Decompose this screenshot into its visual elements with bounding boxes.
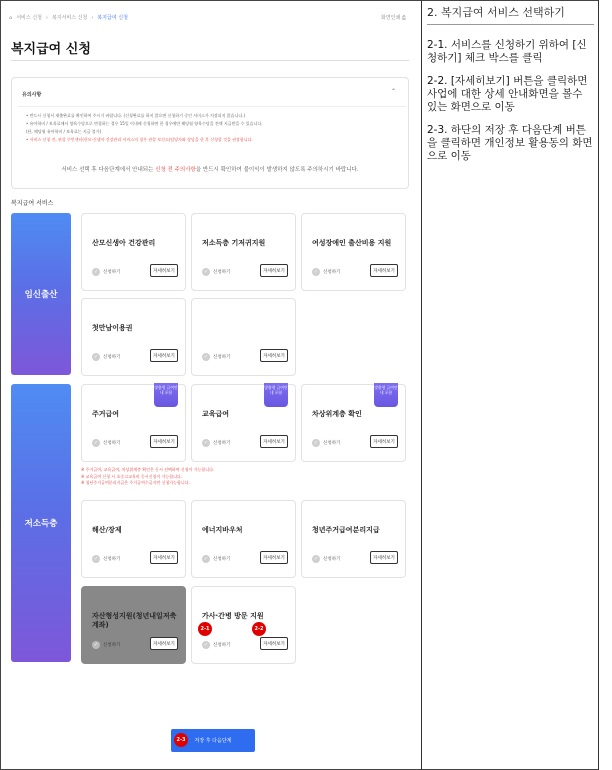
service-card bbox=[301, 500, 406, 578]
apply-checkbox[interactable] bbox=[202, 353, 230, 361]
breadcrumb-current: 복지급여 신청 bbox=[97, 15, 128, 21]
detail-button[interactable]: 자세히보기 bbox=[150, 264, 178, 277]
print-label: 화면인쇄 bbox=[381, 15, 401, 21]
detail-button[interactable]: 자세히보기 bbox=[150, 551, 178, 564]
detail-button[interactable]: 자세히보기 bbox=[150, 349, 178, 362]
service-card bbox=[301, 384, 406, 462]
service-title: 첫만남이용권 bbox=[92, 324, 133, 332]
detail-button[interactable]: 자세히보기 bbox=[370, 551, 398, 564]
service-title: 여성장애인 출산비용 지원 bbox=[312, 239, 392, 247]
divider bbox=[18, 106, 406, 107]
apply-label: 신청하기 bbox=[103, 270, 121, 275]
save-next-label: 저장 후 다음단계 bbox=[194, 738, 232, 744]
service-title: 가사·간병 방문 지원 bbox=[202, 612, 264, 620]
service-title: 해산/장제 bbox=[92, 526, 122, 534]
service-card bbox=[191, 213, 296, 291]
check-icon: ✓ bbox=[203, 556, 209, 562]
apply-checkbox[interactable] bbox=[312, 439, 340, 447]
check-icon: ✓ bbox=[93, 269, 99, 275]
custom-benefit-badge: 맞춤형 급여안내 포함 bbox=[374, 383, 398, 407]
service-title: 주거급여 bbox=[92, 410, 120, 418]
service-card bbox=[191, 500, 296, 578]
page-title: 복지급여 신청 bbox=[11, 42, 91, 57]
apply-label: 신청하기 bbox=[213, 441, 231, 446]
check-icon: ✓ bbox=[93, 354, 99, 360]
check-icon: ✓ bbox=[313, 440, 319, 446]
category-low-income: 저소득층 bbox=[11, 384, 71, 662]
apply-label: 신청하기 bbox=[213, 557, 231, 562]
service-card bbox=[191, 384, 296, 462]
chevron-right-icon: › bbox=[91, 14, 94, 21]
apply-checkbox[interactable] bbox=[202, 439, 230, 447]
step-marker: 2-2 bbox=[252, 622, 266, 636]
service-card bbox=[81, 384, 186, 462]
divider bbox=[11, 60, 409, 61]
service-card bbox=[81, 213, 186, 291]
notice-list bbox=[26, 112, 262, 144]
breadcrumb-item[interactable]: 복지서비스 신청 bbox=[51, 15, 88, 21]
apply-checkbox[interactable] bbox=[92, 555, 120, 563]
check-icon: ✓ bbox=[313, 269, 319, 275]
service-card bbox=[81, 298, 186, 376]
detail-button[interactable]: 자세히보기 bbox=[260, 551, 288, 564]
detail-button[interactable]: 자세히보기 bbox=[370, 435, 398, 448]
apply-checkbox[interactable] bbox=[202, 641, 230, 649]
notice-title: 유의사항 bbox=[22, 92, 42, 98]
detail-button[interactable]: 자세히보기 bbox=[260, 264, 288, 277]
print-button[interactable] bbox=[381, 14, 406, 21]
apply-label: 신청하기 bbox=[103, 355, 121, 360]
apply-label: 신청하기 bbox=[213, 270, 231, 275]
service-title: 청년주거급여분리지급 bbox=[312, 526, 380, 534]
detail-button[interactable]: 자세히보기 bbox=[260, 435, 288, 448]
apply-label: 신청하기 bbox=[323, 441, 341, 446]
category-pregnancy: 임신출산 bbox=[11, 213, 71, 375]
web-page bbox=[1, 0, 422, 770]
condition-note: ※ 교육급여 신청 시 초중고교육비 동시신청이 가능합니다. bbox=[81, 473, 183, 479]
chevron-up-icon[interactable]: ⌃ bbox=[390, 88, 396, 95]
apply-checkbox[interactable] bbox=[202, 555, 230, 563]
annotation-note: 2-2. [자세히보기] 버튼을 클릭하면 사업에 대한 상세 안내화면을 볼수 있는 화면으로 이동 bbox=[427, 75, 588, 113]
notice-box bbox=[11, 77, 409, 189]
apply-checkbox[interactable] bbox=[312, 555, 340, 563]
detail-button[interactable]: 자세히보기 bbox=[370, 264, 398, 277]
notice-line: • 유아학비 / 보육료에서 양육수당으로 변경하는 경우 15일 이내에 신청하면 한 경우에만 해당월 양육수당을 전액 지급받을 수 있습니다. bbox=[26, 121, 263, 126]
notice-line-warning: • 서비스 신청 전, 관할 주민센터(산모·신생아 건강관리 서비스의 경우 관할 보건소)담당자와 상담을 한 후 신청할 것을 권장합니다. bbox=[26, 137, 253, 142]
service-title: 산모신생아 건강관리 bbox=[92, 239, 156, 247]
annotation-heading: 2. 복지급여 서비스 선택하기 bbox=[427, 6, 594, 25]
apply-label: 신청하기 bbox=[103, 643, 121, 648]
apply-checkbox[interactable] bbox=[92, 641, 120, 649]
service-title: 자산형성지원(청년내일저축계좌) bbox=[92, 612, 177, 629]
annotation-note: 2-1. 서비스를 신청하기 위하여 [신청하기] 체크 박스를 클릭 bbox=[427, 39, 587, 64]
detail-button[interactable]: 자세히보기 bbox=[150, 637, 178, 650]
custom-benefit-badge: 맞춤형 급여안내 포함 bbox=[264, 383, 288, 407]
notice-bottom-highlight: 신청 전 주의사항 bbox=[155, 167, 196, 173]
annotation-note: 2-3. 하단의 저장 후 다음단계 버튼을 클릭하면 개인정보 활용동의 화면으로 이동 bbox=[427, 124, 593, 162]
notice-bottom-post: 을 반드시 확인하여 불이익이 발생하지 않도록 주의하시기 바랍니다. bbox=[195, 167, 359, 173]
check-icon: ✓ bbox=[203, 440, 209, 446]
detail-button[interactable]: 자세히보기 bbox=[260, 349, 288, 362]
apply-label: 신청하기 bbox=[323, 557, 341, 562]
apply-label: 신청하기 bbox=[323, 270, 341, 275]
service-card-disabled bbox=[81, 586, 186, 664]
breadcrumb bbox=[9, 14, 128, 21]
service-card bbox=[301, 213, 406, 291]
detail-button[interactable]: 자세히보기 bbox=[150, 435, 178, 448]
check-icon: ✓ bbox=[93, 556, 99, 562]
apply-label: 신청하기 bbox=[103, 441, 121, 446]
apply-checkbox[interactable] bbox=[92, 439, 120, 447]
breadcrumb-item[interactable]: 서비스 신청 bbox=[16, 15, 42, 21]
check-icon: ✓ bbox=[203, 269, 209, 275]
service-title: 에너지바우처 bbox=[202, 526, 243, 534]
apply-label: 신청하기 bbox=[213, 643, 231, 648]
apply-checkbox[interactable] bbox=[92, 268, 120, 276]
check-icon: ✓ bbox=[203, 354, 209, 360]
service-card bbox=[81, 500, 186, 578]
step-marker: 2-3 bbox=[174, 733, 188, 747]
apply-checkbox[interactable] bbox=[312, 268, 340, 276]
condition-note: ※ 주거급여, 교육급여, 차상위계층 확인은 동시 선택하여 신청이 가능합니다. bbox=[81, 467, 215, 472]
notice-bottom-text bbox=[12, 165, 408, 173]
check-icon: ✓ bbox=[93, 642, 99, 648]
check-icon: ✓ bbox=[93, 440, 99, 446]
service-title: 교육급여 bbox=[202, 410, 230, 418]
apply-checkbox[interactable] bbox=[92, 353, 120, 361]
detail-button[interactable]: 자세히보기 bbox=[260, 637, 288, 650]
chevron-right-icon: › bbox=[45, 14, 48, 21]
condition-note: ※ 청년주거급여분리지급은 주거급여수급자만 신청가능합니다. bbox=[81, 480, 190, 485]
service-title: 차상위계층 확인 bbox=[312, 410, 362, 418]
notice-line: (단, 해당월 유아학비 / 보육료는 지급 불가) bbox=[26, 129, 102, 134]
step-marker: 2-1 bbox=[198, 622, 212, 636]
notice-line: • 반드시 신청서 제출완료를 확인하여 주시기 바랍니다. (신청완료를 하지 않으면 신청하기 중인 서비스가 저장되지 않습니다.) bbox=[26, 113, 246, 118]
home-icon[interactable]: ⌂ bbox=[9, 14, 13, 21]
apply-checkbox[interactable] bbox=[202, 268, 230, 276]
service-title: 저소득층 기저귀지원 bbox=[202, 239, 266, 247]
section-title: 복지급여 서비스 bbox=[11, 200, 54, 207]
notice-bottom-pre: 서비스 선택 후 다음단계에서 안내되는 bbox=[61, 167, 156, 173]
printer-icon: ⎙ bbox=[401, 15, 406, 21]
apply-label: 신청하기 bbox=[213, 355, 231, 360]
apply-label: 신청하기 bbox=[103, 557, 121, 562]
custom-benefit-badge: 맞춤형 급여안내 포함 bbox=[154, 383, 178, 407]
annotation-panel bbox=[422, 0, 598, 770]
scrollbar-track[interactable] bbox=[598, 0, 612, 770]
condition-notes bbox=[81, 467, 214, 487]
service-card bbox=[191, 298, 296, 376]
check-icon: ✓ bbox=[203, 642, 209, 648]
check-icon: ✓ bbox=[313, 556, 319, 562]
